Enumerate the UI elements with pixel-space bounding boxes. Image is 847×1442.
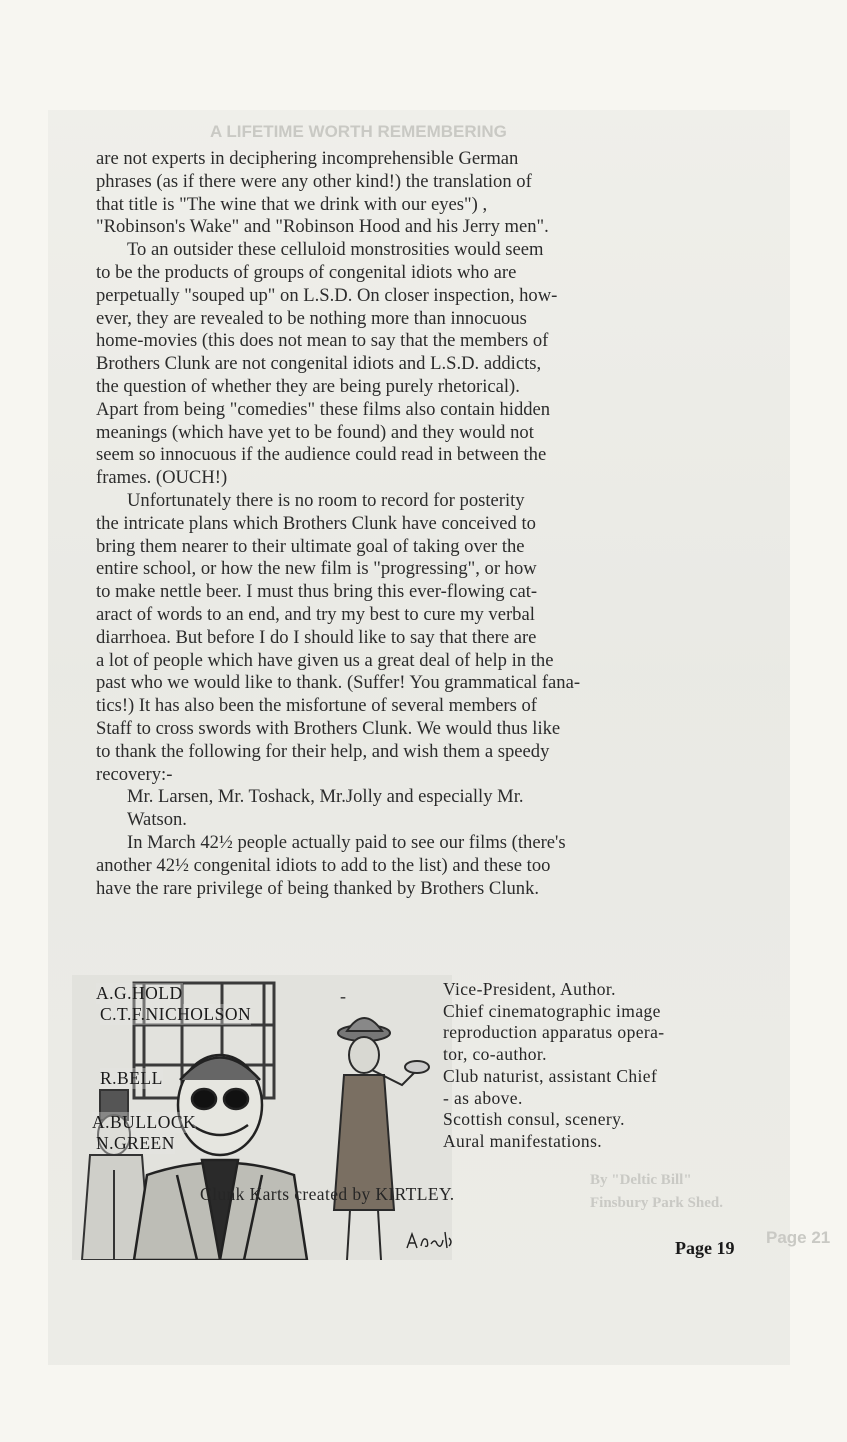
name-nicholson: C.T.F.NICHOLSON — [100, 1004, 252, 1024]
name-bullock: A.BULLOCK — [92, 1112, 197, 1132]
text-line: a lot of people which have given us a great deal of help in the — [96, 649, 554, 671]
role-line: Club naturist, assistant Chief — [443, 1065, 658, 1086]
text-line: the intricate plans which Brothers Clunk have conceived to — [96, 512, 536, 534]
text-line: Unfortunately there is no room to record for posterity — [127, 489, 525, 511]
separator-dash: - — [340, 986, 346, 1006]
role-line: Aural manifestations. — [443, 1130, 603, 1151]
role-line: Chief cinematographic image — [443, 1000, 661, 1021]
text-line: bring them nearer to their ultimate goal of taking over the — [96, 535, 525, 557]
text-line: have the rare privilege of being thanked by Brothers Clunk. — [96, 877, 540, 899]
text-line: "Robinson's Wake" and "Robinson Hood and his Jerry men". — [96, 216, 549, 238]
text-line: frames. (OUCH!) — [96, 467, 228, 489]
text-line: to be the products of groups of congenital idiots who are — [96, 261, 517, 283]
bleed-through-heading: A LIFETIME WORTH REMEMBERING — [210, 122, 507, 141]
text-line: seem so innocuous if the audience could read in between the — [96, 444, 547, 466]
text-line: home-movies (this does not mean to say that the members of — [96, 330, 549, 352]
article-body — [96, 148, 762, 900]
text-line: to thank the following for their help, and wish them a speedy — [96, 740, 550, 762]
text-line: To an outsider these celluloid monstrosities would seem — [127, 239, 544, 261]
name-hold: A.G.HOLD — [96, 983, 183, 1003]
role-line: Vice-President, Author. — [443, 979, 616, 999]
text-line: Brothers Clunk are not congenital idiots and L.S.D. addicts, — [96, 353, 542, 375]
text-line: In March 42½ people actually paid to see our films (there's — [127, 831, 566, 853]
role-line: tor, co-author. — [443, 1044, 547, 1065]
handwritten-signature — [405, 1228, 455, 1254]
text-line: meanings (which have yet to be found) and they would not — [96, 421, 534, 443]
bleed-through-byline: By "Deltic Bill" — [590, 1172, 692, 1188]
bleed-through-page-ref: Page 21 — [766, 1228, 831, 1247]
role-line: - as above. — [443, 1087, 523, 1108]
text-line: recovery:- — [96, 763, 173, 785]
text-line: entire school, or how the new film is "progressing", or how — [96, 558, 537, 580]
text-line: that title is "The wine that we drink with our eyes") , — [96, 193, 488, 215]
text-line: Staff to cross swords with Brothers Clunk. We would thus like — [96, 717, 561, 739]
page-number: Page 19 — [675, 1238, 735, 1258]
text-line: to make nettle beer. I must thus bring this ever-flowing cat- — [96, 581, 538, 603]
text-line: are not experts in deciphering incomprehensible German — [96, 148, 519, 169]
role-line: Scottish consul, scenery. — [443, 1109, 625, 1130]
text-line: past who we would like to thank. (Suffer! You grammatical fana- — [96, 672, 581, 694]
name-bell: R.BELL — [100, 1068, 163, 1088]
text-line: Apart from being "comedies" these films also contain hidden — [96, 398, 551, 420]
bleed-through-location: Finsbury Park Shed. — [590, 1195, 723, 1211]
text-line: aract of words to an end, and try my best to cure my verbal — [96, 603, 535, 625]
text-line: another 42½ congenital idiots to add to the list) and these too — [96, 854, 551, 876]
text-line: Watson. — [127, 809, 187, 831]
text-line: diarrhoea. But before I do I should like to say that there are — [96, 626, 537, 648]
illustration-credit: Clunk Karts created by KIRTLEY. — [200, 1184, 455, 1204]
text-line: phrases (as if there were any other kind!) the translation of — [96, 170, 532, 192]
text-line: tics!) It has also been the misfortune of several members of — [96, 695, 537, 717]
text-line: Mr. Larsen, Mr. Toshack, Mr.Jolly and especially Mr. — [127, 786, 524, 808]
text-line: perpetually "souped up" on L.S.D. On closer inspection, how- — [96, 284, 558, 306]
name-green: N.GREEN — [96, 1133, 175, 1153]
text-line: ever, they are revealed to be nothing more than innocuous — [96, 307, 527, 329]
roles-list — [443, 979, 773, 1153]
role-line: reproduction apparatus opera- — [443, 1022, 665, 1043]
text-line: the question of whether they are being purely rhetorical). — [96, 375, 520, 397]
